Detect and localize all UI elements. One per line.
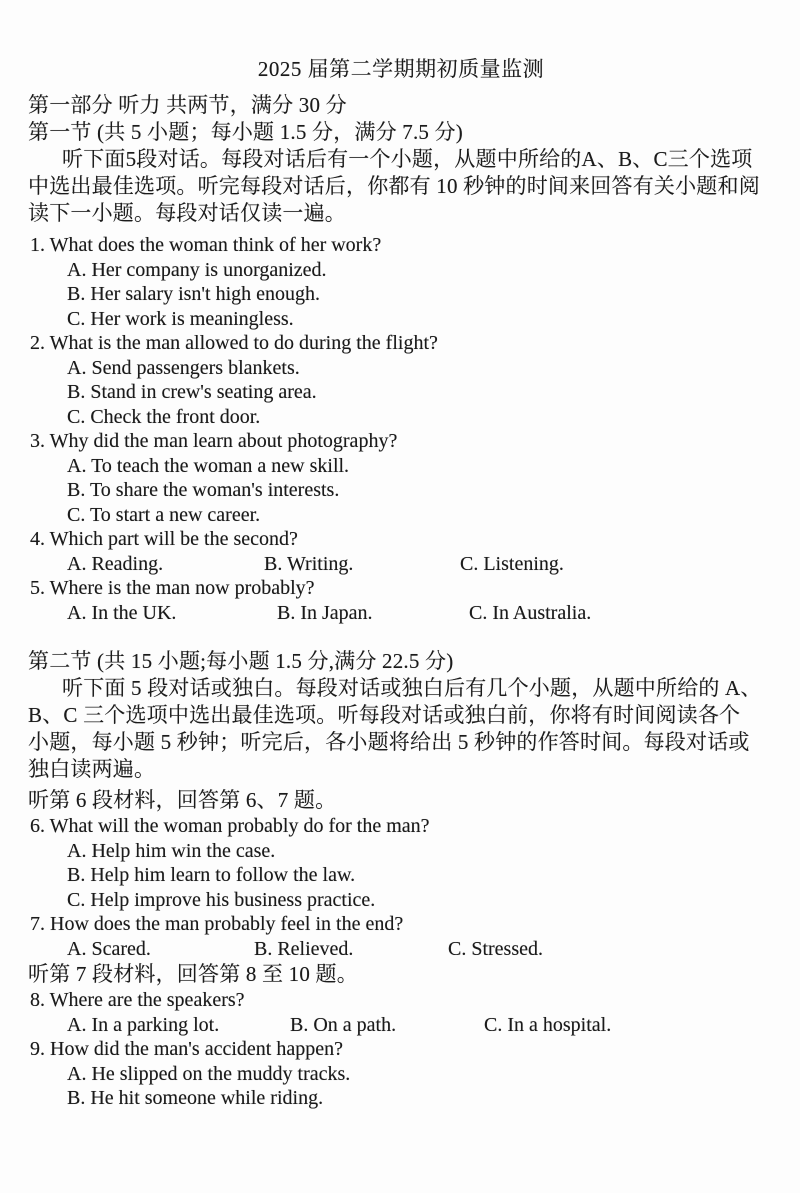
option-text: C. To start a new career. — [67, 503, 261, 526]
option-text: B. To share the woman's interests. — [67, 479, 340, 501]
option-text: A. In the UK. — [67, 601, 177, 624]
instruction-line: 听下面 5 段对话或独白。每段对话或独白后有几个小题，从题中所给的 A、 — [62, 676, 762, 700]
instruction-line: 中选出最佳选项。听完每段对话后，你都有 10 秒钟的时间来回答有关小题和阅 — [28, 174, 760, 198]
question-text: 5. Where is the man now probably? — [30, 577, 315, 599]
option-text: A. To teach the woman a new skill. — [67, 454, 350, 477]
instruction-line: 独白读两遍。 — [28, 757, 156, 781]
page-title: 2025 届第二学期期初质量监测 — [257, 57, 545, 81]
option-text: C. In a hospital. — [484, 1013, 612, 1036]
question-text: 4. Which part will be the second? — [30, 528, 298, 550]
option-text: B. Help him learn to follow the law. — [67, 864, 356, 886]
option-text: C. Check the front door. — [67, 405, 261, 428]
option-row — [28, 552, 774, 577]
option-text: C. Stressed. — [448, 937, 543, 960]
material-cue-6: 听第 6 段材料，回答第 6、7 题。 — [28, 788, 337, 812]
instruction-line: 小题，每小题 5 秒钟；听完后，各小题将给出 5 秒钟的作答时间。每段对话或 — [28, 730, 750, 754]
question-block-9 — [28, 1037, 774, 1111]
section2-instructions — [28, 675, 774, 783]
question-block-1 — [28, 233, 774, 331]
option-text: B. He hit someone while riding. — [67, 1087, 324, 1109]
option-text: B. On a path. — [290, 1013, 397, 1036]
option-text: A. Her company is unorganized. — [67, 258, 327, 281]
question-text: 9. How did the man's accident happen? — [30, 1038, 343, 1060]
question-block-4 — [28, 527, 774, 576]
option-text: B. Stand in crew's seating area. — [67, 381, 317, 403]
option-text: B. In Japan. — [277, 601, 373, 624]
option-row — [28, 937, 774, 962]
option-text: B. Her salary isn't high enough. — [67, 283, 321, 305]
part1-heading: 第一部分 听力 共两节，满分 30 分 — [28, 93, 347, 117]
option-text: A. He slipped on the muddy tracks. — [67, 1062, 351, 1085]
option-text: B. Relieved. — [254, 937, 354, 960]
question-text: 8. Where are the speakers? — [30, 989, 245, 1011]
option-text: A. In a parking lot. — [67, 1013, 220, 1036]
section2-heading: 第二节 (共 15 小题;每小题 1.5 分,满分 22.5 分) — [28, 649, 454, 673]
question-block-2 — [28, 331, 774, 429]
option-text: B. Writing. — [264, 552, 354, 575]
option-text: C. In Australia. — [469, 601, 592, 624]
question-text: 3. Why did the man learn about photography? — [30, 430, 398, 452]
instruction-line: 听下面5段对话。每段对话后有一个小题，从题中所给的A、B、C三个选项 — [62, 147, 753, 171]
option-row — [28, 601, 774, 626]
section1-instructions — [28, 146, 774, 227]
question-text: 7. How does the man probably feel in the end? — [30, 913, 404, 935]
option-text: C. Her work is meaningless. — [67, 307, 294, 330]
option-text: A. Scared. — [67, 937, 151, 960]
question-block-8 — [28, 988, 774, 1037]
option-text: C. Listening. — [460, 552, 564, 575]
question-text: 2. What is the man allowed to do during the flight? — [30, 332, 438, 354]
question-block-6 — [28, 814, 774, 912]
section1-heading: 第一节 (共 5 小题；每小题 1.5 分，满分 7.5 分) — [28, 120, 463, 144]
instruction-line: 读下一小题。每段对话仅读一遍。 — [28, 201, 346, 225]
question-block-5 — [28, 576, 774, 625]
material-cue-7: 听第 7 段材料，回答第 8 至 10 题。 — [28, 962, 358, 986]
question-block-7 — [28, 912, 774, 961]
option-row — [28, 1013, 774, 1038]
option-text: A. Reading. — [67, 552, 164, 575]
question-block-3 — [28, 429, 774, 527]
question-text: 6. What will the woman probably do for the man? — [30, 815, 430, 837]
question-text: 1. What does the woman think of her work? — [30, 234, 382, 256]
option-text: C. Help improve his business practice. — [67, 888, 376, 911]
instruction-line: B、C 三个选项中选出最佳选项。听每段对话或独白前，你将有时间阅读各个 — [28, 703, 741, 727]
option-text: A. Send passengers blankets. — [67, 356, 300, 379]
option-text: A. Help him win the case. — [67, 839, 276, 862]
